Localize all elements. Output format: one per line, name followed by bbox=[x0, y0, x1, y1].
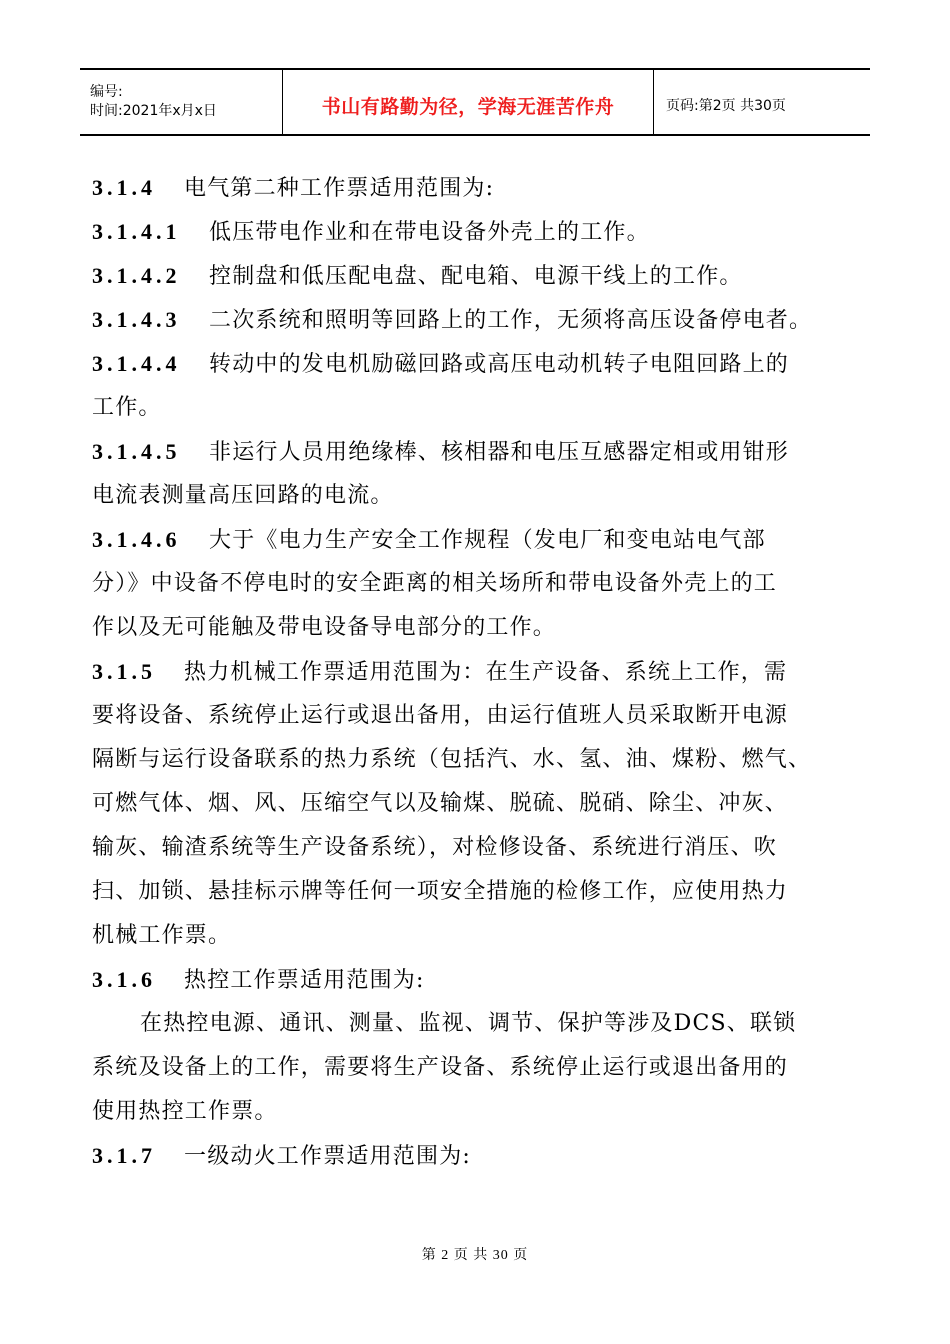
header-motto: 书山有路勤为径，学海无涯苦作舟 bbox=[321, 95, 615, 118]
clause-text: 电流表测量高压回路的电流。 bbox=[92, 483, 394, 508]
clause-text: 二次系统和照明等回路上的工作，无须将高压设备停电者。 bbox=[209, 308, 813, 333]
clause-number: 3.1.4.4 bbox=[92, 351, 181, 376]
document-date-label: 时间:2021年x月x日 bbox=[90, 103, 217, 119]
clause-continuation-line bbox=[92, 606, 872, 650]
clause-text: 电气第二种工作票适用范围为: bbox=[184, 176, 495, 201]
clause-line bbox=[92, 210, 872, 254]
clause-line bbox=[92, 1134, 872, 1178]
clause-text: 分）》中设备不停电时的安全距离的相关场所和带电设备外壳上的工 bbox=[92, 571, 778, 596]
clause-continuation-line bbox=[92, 1090, 872, 1134]
clause-text: 作以及无可能触及带电设备导电部分的工作。 bbox=[92, 615, 557, 640]
clause-text: 输灰、输渣系统等生产设备系统），对检修设备、系统进行消压、吹 bbox=[92, 835, 778, 860]
clause-text: 可燃气体、烟、风、压缩空气以及输煤、脱硫、脱硝、除尘、冲灰、 bbox=[92, 791, 789, 816]
page-footer: 第 2 页 共 30 页 bbox=[421, 1248, 529, 1263]
clause-continuation-line bbox=[92, 694, 872, 738]
clause-continuation-line bbox=[92, 914, 872, 958]
clause-continuation-line bbox=[92, 474, 872, 518]
clause-text: 扫、加锁、悬挂标示牌等任何一项安全措施的检修工作，应使用热力 bbox=[92, 879, 789, 904]
clause-number: 3.1.4.2 bbox=[92, 263, 181, 288]
clause-text: 大于《电力生产安全工作规程（发电厂和变电站电气部 bbox=[209, 528, 766, 553]
clause-continuation-line bbox=[92, 738, 872, 782]
clause-line bbox=[92, 518, 872, 562]
clause-number: 3.1.4 bbox=[92, 175, 156, 200]
clause-text: 要将设备、系统停止运行或退出备用，由运行值班人员采取断开电源 bbox=[92, 703, 789, 728]
clause-line bbox=[92, 342, 872, 386]
clause-number: 3.1.5 bbox=[92, 659, 156, 684]
header-table bbox=[80, 68, 870, 136]
clause-text: 非运行人员用绝缘棒、核相器和电压互感器定相或用钳形 bbox=[209, 440, 790, 465]
clause-text: 系统及设备上的工作，需要将生产设备、系统停止运行或退出备用的 bbox=[92, 1055, 789, 1080]
clause-line bbox=[92, 166, 872, 210]
clause-continuation-line bbox=[92, 826, 872, 870]
clause-line bbox=[92, 298, 872, 342]
header-page-cell bbox=[654, 69, 871, 135]
clause-continuation-line bbox=[92, 562, 872, 606]
clause-line bbox=[92, 958, 872, 1002]
clause-text: 低压带电作业和在带电设备外壳上的工作。 bbox=[209, 220, 650, 245]
clause-text: 工作。 bbox=[92, 395, 162, 420]
clause-line bbox=[92, 430, 872, 474]
clause-text: 机械工作票。 bbox=[92, 923, 232, 948]
clause-text: 转动中的发电机励磁回路或高压电动机转子电阻回路上的 bbox=[209, 352, 790, 377]
clause-continuation-line bbox=[92, 782, 872, 826]
clause-number: 3.1.4.6 bbox=[92, 527, 181, 552]
clause-text: 使用热控工作票。 bbox=[92, 1099, 278, 1124]
clause-line bbox=[92, 254, 872, 298]
clause-continuation-line bbox=[92, 1002, 872, 1046]
header-meta-cell bbox=[80, 69, 283, 135]
header-motto-cell bbox=[283, 69, 654, 135]
clause-number: 3.1.7 bbox=[92, 1143, 156, 1168]
document-number-label: 编号: bbox=[90, 84, 123, 100]
header-page-info: 页码:第2页 共30页 bbox=[666, 98, 786, 114]
clause-number: 3.1.6 bbox=[92, 967, 156, 992]
clause-number: 3.1.4.3 bbox=[92, 307, 181, 332]
clause-line bbox=[92, 650, 872, 694]
clause-text: 在热控电源、通讯、测量、监视、调节、保护等涉及DCS、联锁 bbox=[140, 1011, 797, 1036]
document-body bbox=[92, 166, 872, 1178]
clause-continuation-line bbox=[92, 386, 872, 430]
clause-continuation-line bbox=[92, 1046, 872, 1090]
clause-text: 热力机械工作票适用范围为：在生产设备、系统上工作，需 bbox=[184, 660, 788, 685]
clause-continuation-line bbox=[92, 870, 872, 914]
clause-text: 一级动火工作票适用范围为: bbox=[184, 1144, 472, 1169]
clause-text: 隔断与运行设备联系的热力系统（包括汽、水、氢、油、煤粉、燃气、 bbox=[92, 747, 812, 772]
clause-text: 热控工作票适用范围为: bbox=[184, 968, 425, 993]
clause-text: 控制盘和低压配电盘、配电箱、电源干线上的工作。 bbox=[209, 264, 743, 289]
clause-number: 3.1.4.1 bbox=[92, 219, 181, 244]
clause-number: 3.1.4.5 bbox=[92, 439, 181, 464]
